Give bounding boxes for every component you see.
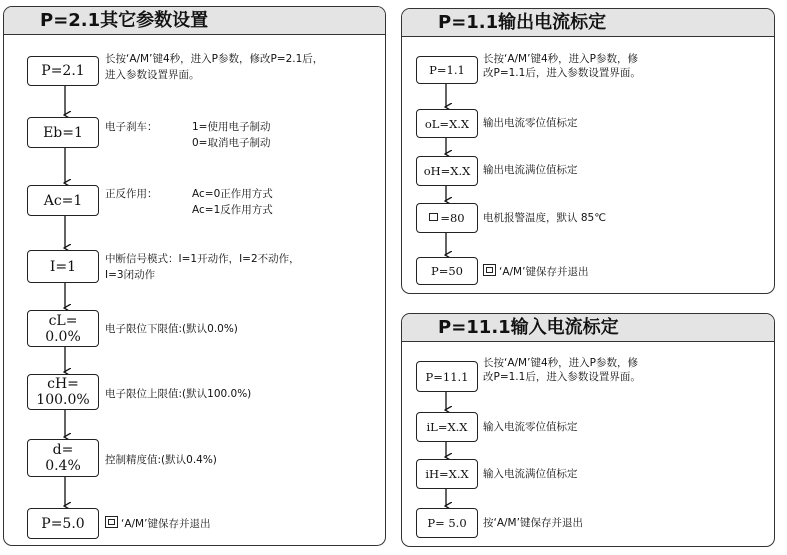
step-box: iL=X.X <box>416 412 478 442</box>
step-box: P=5.0 <box>27 508 99 539</box>
step-box: cH= 100.0% <box>27 374 99 410</box>
step-box: oH=X.X <box>416 156 478 186</box>
step-box: cL= 0.0% <box>27 310 99 347</box>
step-box: P= 5.0 <box>416 508 478 538</box>
step-desc: 中断信号模式：I=1开动作，I=2不动作， I=3闭动作 <box>105 253 300 281</box>
step-desc: 长按‘A/M’键4秒，进入P参数，修改P=2.1后， 进入参数设置界面。 <box>105 53 324 81</box>
step-desc: 长按‘A/M’键4秒，进入P参数，修 改P=1.1后，进入参数设置界面。 <box>483 357 641 383</box>
panel-title-output-current: P=1.1输出电流标定 <box>402 9 774 37</box>
step-desc: 长按‘A/M’键4秒，进入P参数，修 改P=1.1后，进入参数设置界面。 <box>483 53 641 79</box>
panel-title-other-params: P=2.1其它参数设置 <box>4 7 385 35</box>
step-box: P=50 <box>416 257 478 285</box>
step-box: oL=X.X <box>416 109 478 138</box>
step-desc: ‘A/M’键保存并退出 <box>483 264 588 279</box>
step-desc: 输入电流满位值标定 <box>483 468 578 480</box>
step-desc: ‘A/M’键保存并退出 <box>105 516 210 532</box>
step-desc: 输入电流零位值标定 <box>483 421 578 433</box>
step-desc: 电机报警温度，默认 85℃ <box>483 212 606 224</box>
panel-title-input-current: P=11.1输入电流标定 <box>402 314 774 342</box>
step-desc: 正反作用： <box>105 188 158 200</box>
step-box: Ac=1 <box>27 185 99 216</box>
step-desc: Ac=0正作用方式 Ac=1反作用方式 <box>192 188 273 216</box>
step-desc: 电子刹车： <box>105 121 158 133</box>
step-desc: 输出电流满位值标定 <box>483 164 578 176</box>
square-icon <box>429 213 438 221</box>
step-box: iH=X.X <box>416 459 478 489</box>
step-desc: 按‘A/M’键保存并退出 <box>483 517 583 529</box>
save-icon <box>105 516 118 528</box>
step-box: d= 0.4% <box>27 439 99 477</box>
step-box: P=2.1 <box>27 56 99 86</box>
step-box: P=11.1 <box>416 361 478 392</box>
step-desc: 输出电流零位值标定 <box>483 117 578 129</box>
save-icon <box>483 264 496 276</box>
step-box: P=1.1 <box>416 56 478 84</box>
step-desc: 1=使用电子制动 0=取消电子制动 <box>192 121 271 149</box>
step-box: I=1 <box>27 250 99 283</box>
step-box: Eb=1 <box>27 117 99 148</box>
step-desc: 电子限位上限值:(默认100.0%) <box>105 388 252 400</box>
step-desc: 控制精度值:(默认0.4%) <box>105 454 217 466</box>
step-desc: 电子限位下限值:(默认0.0%) <box>105 323 238 335</box>
step-box: =80 <box>416 203 478 233</box>
